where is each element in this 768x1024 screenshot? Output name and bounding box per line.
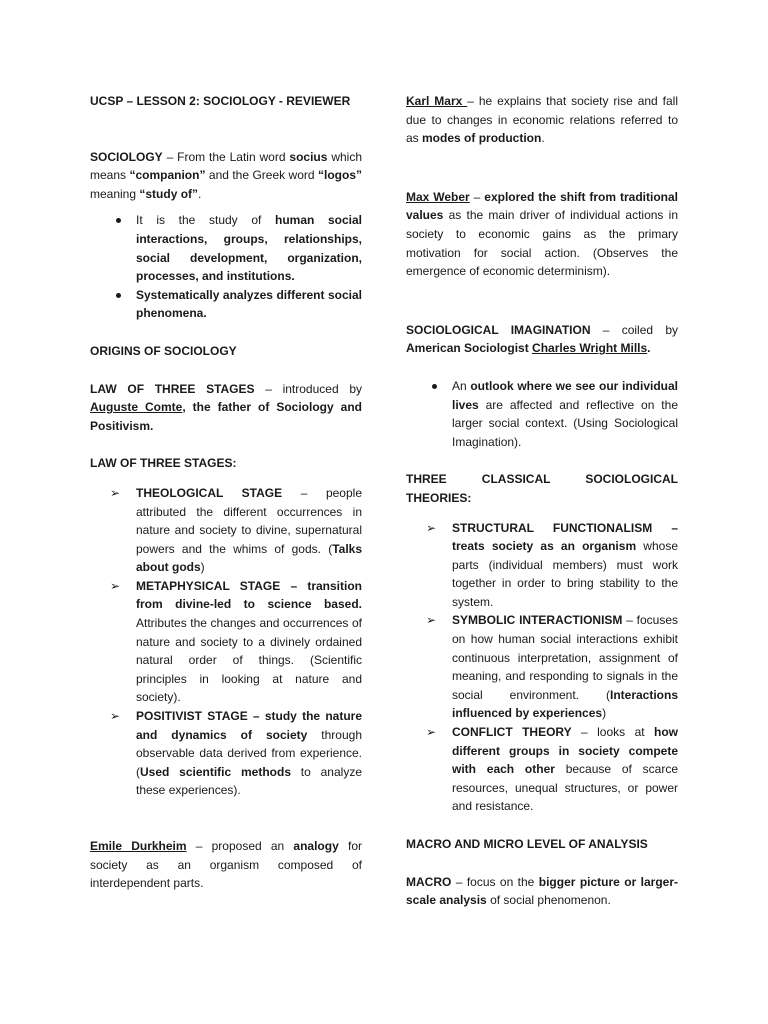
list-item: THEOLOGICAL STAGE – people attributed the different occurrences in nature and society to divine, supernatural powers and the whims of gods. (Talks about gods) [136, 485, 362, 575]
durkheim-paragraph: Emile Durkheim – proposed an analogy for society as an organism composed of interdependent parts. [90, 839, 362, 891]
law-heading: LAW OF THREE STAGES: [90, 456, 237, 471]
origins-heading: ORIGINS OF SOCIOLOGY [90, 343, 237, 358]
list-item: METAPHYSICAL STAGE – transition from divine-led to science based. Attributes the changes and occurrences of nature and society to a divinely ordained natural order of things. (Scientific principles in looking at nature and society). [136, 578, 362, 705]
weber-paragraph: Max Weber – explored the shift from traditional values as the main driver of individual actions in society to economic gains as the primary motivation for social action. (Observes the emergence of economic determinism). [406, 189, 678, 279]
left-column [90, 92, 362, 893]
law-definition: LAW OF THREE STAGES – introduced by Auguste Comte, the father of Sociology and Positivism. [90, 381, 363, 433]
stages-list [90, 484, 362, 800]
list-item: Systematically analyzes different social phenomena. [136, 287, 362, 321]
list-item: CONFLICT THEORY – looks at how different groups in society compete with each other because of scarce resources, unequal structures, or power and resistance. [452, 725, 678, 814]
list-item: POSITIVIST STAGE – study the nature and dynamics of society through observable data derived from experience. (Used scientific methods to analyze these experiences). [136, 709, 362, 798]
macro-micro-heading: MACRO AND MICRO LEVEL OF ANALYSIS [406, 837, 648, 851]
document-title: UCSP – LESSON 2: SOCIOLOGY - REVIEWER [90, 94, 351, 108]
sociology-definition: SOCIOLOGY – From the Latin word socius which means “companion” and the Greek word “logos” meaning “study of”. [90, 149, 363, 201]
imagination-paragraph: SOCIOLOGICAL IMAGINATION – coiled by American Sociologist Charles Wright Mills. [406, 322, 679, 356]
sociology-bullets [90, 211, 362, 323]
imagination-bullets [406, 377, 678, 451]
list-item: SYMBOLIC INTERACTIONISM – focuses on how human social interactions exhibit continuous interpretation, assignment of meaning, and responding to signals in the social environment. (Interactions influenced by experiences) [452, 613, 678, 721]
list-item: An outlook where we see our individual lives are affected and reflective on the larger social context. (Using Sociological Imagination). [452, 378, 678, 449]
right-column [406, 92, 678, 910]
list-item: STRUCTURAL FUNCTIONALISM – treats society as an organism whose parts (individual members) must work together in order to bring stability to the system. [452, 520, 678, 609]
theories-list [406, 519, 678, 817]
theories-heading: THREE CLASSICAL SOCIOLOGICAL THEORIES: [406, 472, 678, 505]
macro-paragraph: MACRO – focus on the bigger picture or larger-scale analysis of social phenomenon. [406, 874, 678, 908]
marx-paragraph: Karl Marx – he explains that society rise and fall due to changes in economic relations referred to as modes of production. [406, 94, 679, 146]
list-item: It is the study of human social interactions, groups, relationships, social development, organization, processes, and institutions. [136, 213, 363, 284]
